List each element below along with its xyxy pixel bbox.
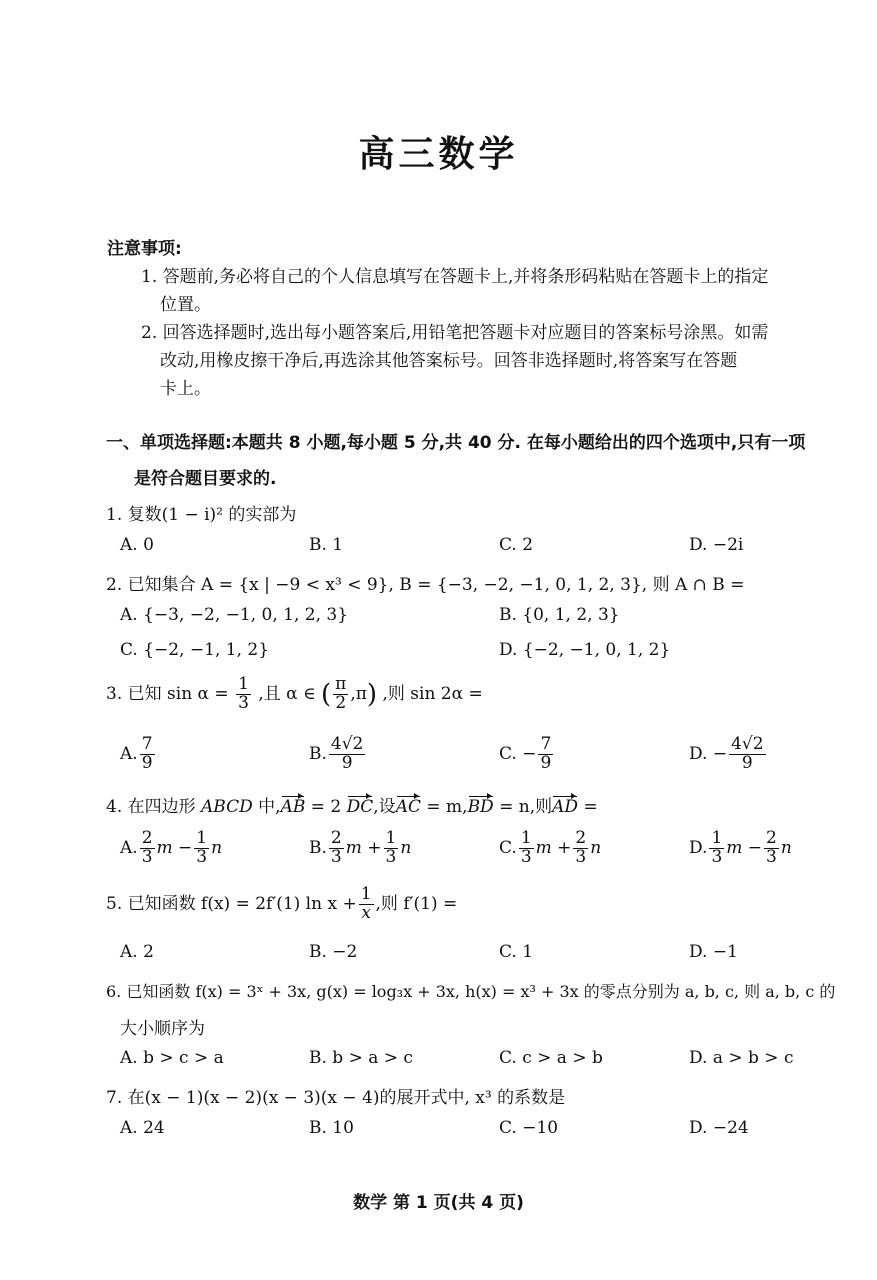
page-footer: 数学 第 1 页(共 4 页): [353, 1193, 524, 1213]
q1-option-d: D. −2i: [689, 535, 744, 555]
q7-option-a: A. 24: [120, 1118, 165, 1138]
note-1-line-2: 位置。: [160, 295, 211, 315]
q1-option-a: A. 0: [120, 535, 154, 555]
q5-option-c: C. 1: [499, 942, 534, 962]
q5-stem: 5. 已知函数 f(x) = 2f′(1) ln x + $\frac{1}{x}$ ,则 f′(1) =: [106, 884, 458, 923]
q4-option-d: D. $\frac{1}{3}$ m − $\frac{2}{3}$ n: [689, 828, 792, 867]
q6-option-a: A. b > c > a: [120, 1048, 224, 1068]
q1-option-c: C. 2: [499, 535, 534, 555]
q4-option-b: B. $\frac{2}{3}$ m + $\frac{1}{3}$ n: [309, 828, 412, 867]
vector-ac: AC: [395, 797, 421, 817]
q4-option-c: C. $\frac{1}{3}$ m + $\frac{2}{3}$ n: [499, 828, 602, 867]
q3-f1-denominator: 3: [238, 692, 249, 713]
q2-option-b: B. {0, 1, 2, 3}: [499, 605, 620, 625]
note-1-line-1: 1. 答题前,务必将自己的个人信息填写在答题卡上,并将条形码粘贴在答题卡上的指定: [141, 267, 769, 287]
q3-option-c: C. − $\frac{7}{9}$: [499, 734, 552, 773]
q7-option-d: D. −24: [689, 1118, 749, 1138]
q3-option-a: A. $\frac{7}{9}$: [120, 734, 153, 773]
q3-option-b: B. $\frac{4√2}{9}$: [309, 734, 364, 773]
vector-bd: BD: [467, 797, 494, 817]
q6-option-b: B. b > a > c: [309, 1048, 413, 1068]
q7-option-b: B. 10: [309, 1118, 354, 1138]
q2-option-c: C. {−2, −1, 1, 2}: [120, 640, 270, 660]
q7-option-c: C. −10: [499, 1118, 559, 1138]
q7-stem: 7. 在(x − 1)(x − 2)(x − 3)(x − 4)的展开式中, x³ 的系数是: [106, 1088, 566, 1108]
q3-option-d: D. − $\frac{4√2}{9}$: [689, 734, 764, 773]
q3-f2-denominator: 2: [335, 692, 347, 713]
q2-option-a: A. {−3, −2, −1, 0, 1, 2, 3}: [120, 605, 349, 625]
q6-option-d: D. a > b > c: [689, 1048, 794, 1068]
q3-fraction-interval: [333, 676, 348, 713]
q6-option-c: C. c > a > b: [499, 1048, 603, 1068]
note-2-line-2: 改动,用橡皮擦干净后,再选涂其他答案标号。回答非选择题时,将答案写在答题: [160, 351, 738, 371]
q3-stem-suffix: ,则 sin 2α =: [382, 683, 483, 704]
vector-ab: AB: [280, 797, 306, 817]
q3-stem: 3. 已知 sin α = $\frac{1}{3}$ ,且 α ∈ ( $\frac{\pi}{2}$ ,π) ,则 sin 2α =: [106, 674, 483, 713]
q1-stem: 1. 复数(1 − i)² 的实部为: [106, 505, 297, 525]
vector-ad: AD: [552, 797, 579, 817]
q3-f2-numerator: π: [335, 674, 347, 694]
q3-f1-numerator: 1: [238, 674, 249, 694]
q3-stem-prefix: 3. 已知 sin α =: [106, 683, 229, 704]
q3-interval-tail: ,π: [350, 683, 367, 704]
section-heading-line-2: 是符合题目要求的.: [134, 469, 277, 489]
q5-option-a: A. 2: [120, 942, 154, 962]
q1-option-b: B. 1: [309, 535, 344, 555]
vector-dc: DC: [346, 797, 374, 817]
q5-option-b: B. −2: [309, 942, 358, 962]
q4-option-a: A. $\frac{2}{3}$ m − $\frac{1}{3}$ n: [120, 828, 223, 867]
q4-stem: 4. 在四边形 ABCD 中,AB = 2 DC,设AC = m,BD = n,则AD =: [106, 797, 598, 817]
notes-heading: 注意事项:: [107, 239, 182, 259]
note-2-line-3: 卡上。: [160, 379, 211, 399]
page-title: 高三数学: [358, 134, 519, 175]
q2-stem: 2. 已知集合 A = {x | −9 < x³ < 9}, B = {−3, −2, −1, 0, 1, 2, 3}, 则 A ∩ B =: [106, 575, 745, 595]
q3-fraction-sin: [236, 676, 251, 713]
q6-stem-line-2: 大小顺序为: [120, 1019, 205, 1039]
note-2-line-1: 2. 回答选择题时,选出每小题答案后,用铅笔把答题卡对应题目的答案标号涂黑。如需: [141, 323, 769, 343]
section-heading-line-1: 一、单项选择题:本题共 8 小题,每小题 5 分,共 40 分. 在每小题给出的四个选项中,只有一项: [106, 433, 806, 453]
q5-option-d: D. −1: [689, 942, 738, 962]
q6-stem-line-1: 6. 已知函数 f(x) = 3ˣ + 3x, g(x) = log₃x + 3x, h(x) = x³ + 3x 的零点分别为 a, b, c, 则 a, b, c 的: [106, 982, 836, 1001]
q2-option-d: D. {−2, −1, 0, 1, 2}: [499, 640, 671, 660]
q3-stem-mid: ,且 α ∈: [258, 683, 316, 704]
